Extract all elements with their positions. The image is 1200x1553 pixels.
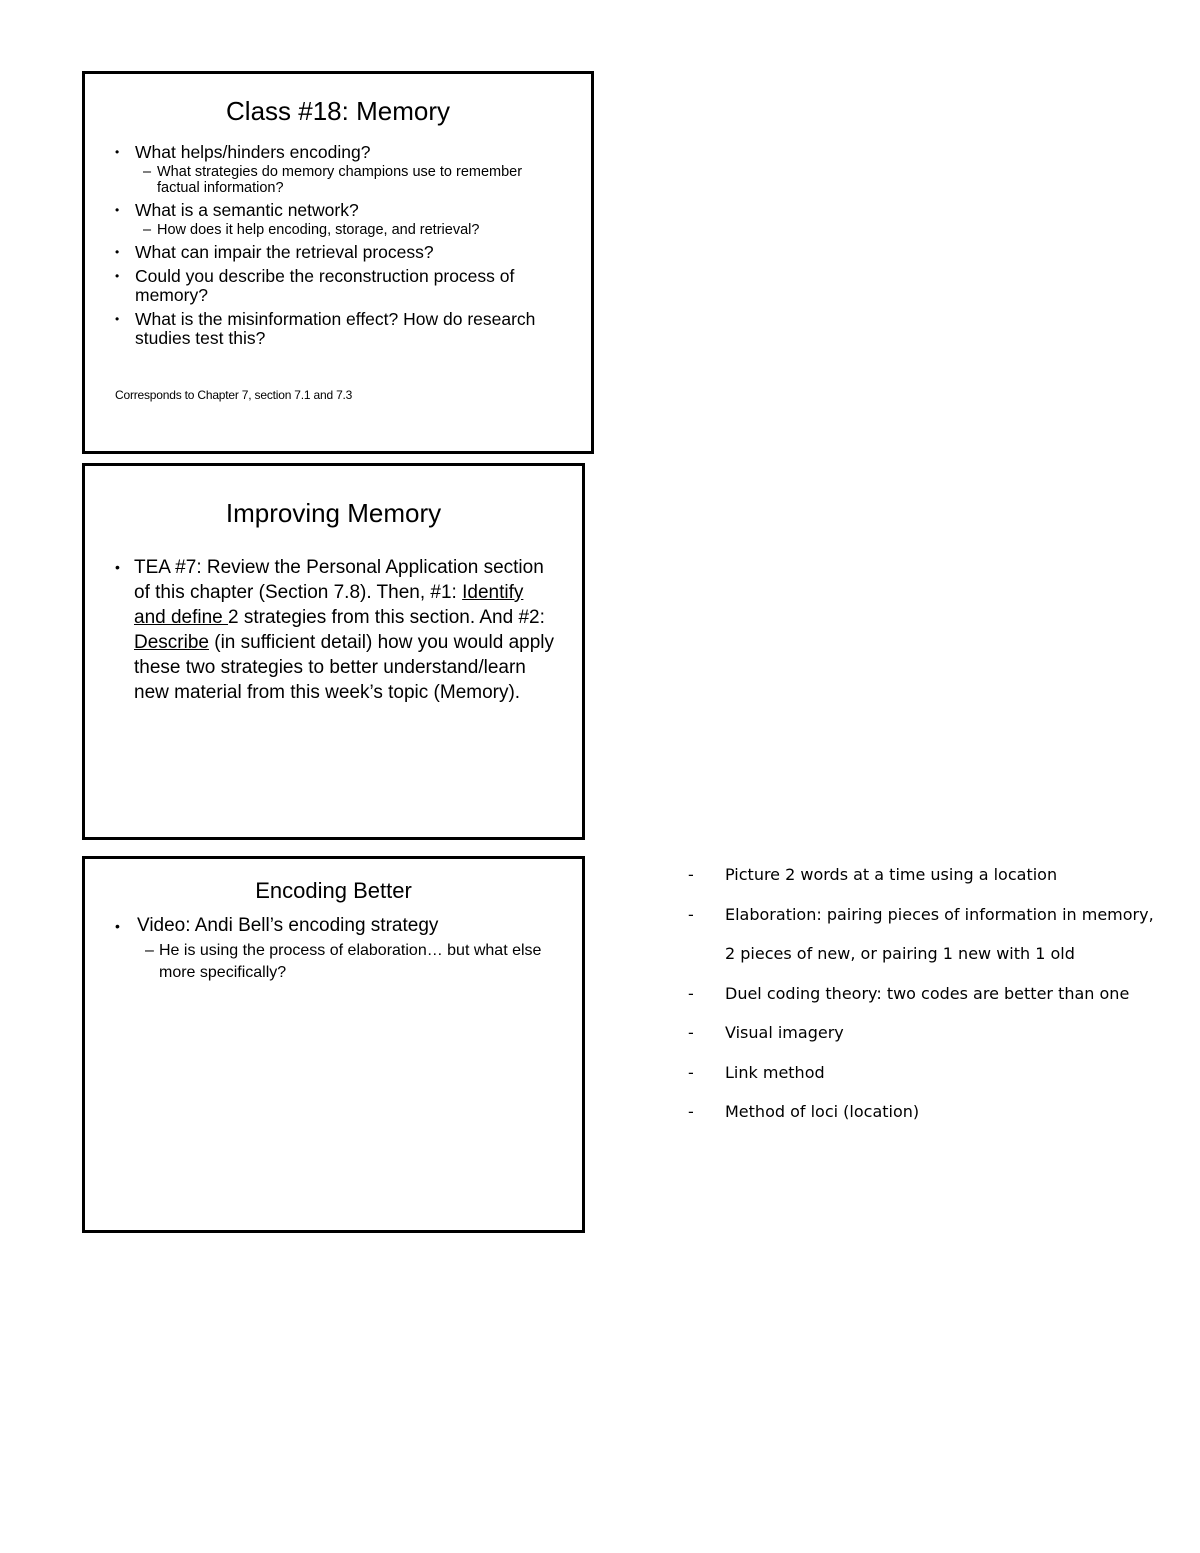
bullet-text-part: 2 strategies from this section. And #2: xyxy=(228,607,545,628)
note-text: Link method xyxy=(725,1062,825,1082)
sub-bullet-mark: – xyxy=(143,222,152,238)
bullet-text: What is the misinformation effect? How do research studies test this? xyxy=(135,309,536,348)
bullet-mark: • xyxy=(115,145,120,159)
sub-bullet-mark: – xyxy=(143,164,152,180)
bullet-mark: • xyxy=(115,269,120,283)
note-dash: - xyxy=(688,1102,694,1121)
bullet-item xyxy=(115,243,565,262)
note-text: Visual imagery xyxy=(725,1023,844,1042)
note-item xyxy=(688,895,1158,974)
note-item xyxy=(688,1092,1158,1132)
sub-bullet-list xyxy=(135,222,565,238)
note-dash: - xyxy=(688,865,694,884)
slide-title: Improving Memory xyxy=(225,498,442,528)
note-text: Duel coding theory: two codes are better than one xyxy=(725,983,1130,1003)
bullet-mark: • xyxy=(115,918,120,934)
slide-footnote: Corresponds to Chapter 7, section 7.1 and 7.3 xyxy=(115,388,353,402)
bullet-item xyxy=(115,310,565,348)
note-text: Method of loci (location) xyxy=(725,1102,920,1121)
note-dash: - xyxy=(688,904,694,924)
slide-title: Class #18: Memory xyxy=(226,96,450,126)
bullet-text-part: (in sufficient detail) how you would apply these two strategies to better understand/learn new material from this week’s topic (Memory). xyxy=(134,632,554,703)
bullet-list xyxy=(115,555,556,705)
bullet-text-part: TEA #7: Review the Personal Application section of this chapter (Section 7.8). Then, #1: xyxy=(134,557,544,603)
sub-bullet-text: What strategies do memory champions use to remember factual information? xyxy=(157,164,523,196)
bullet-mark: • xyxy=(115,312,120,326)
underlined-text: Identify and define xyxy=(134,582,524,628)
sub-bullet-text: How does it help encoding, storage, and retrieval? xyxy=(157,222,480,238)
sub-bullet-list xyxy=(137,940,556,984)
underlined-text: Describe xyxy=(134,632,209,653)
bullet-mark: • xyxy=(115,245,120,259)
bullet-item xyxy=(115,201,565,238)
bullet-list xyxy=(115,914,556,984)
slide-encoding-better xyxy=(82,856,585,1233)
note-text: Elaboration: pairing pieces of information in memory, 2 pieces of new, or pairing 1 new with 1 old xyxy=(725,904,1154,963)
sub-bullet-list xyxy=(135,164,565,196)
note-text: Picture 2 words at a time using a location xyxy=(725,865,1058,884)
bullet-item xyxy=(115,143,565,196)
slide-class-18-memory xyxy=(82,71,594,454)
bullet-item xyxy=(115,914,556,984)
bullet-item xyxy=(115,267,565,305)
bullet-mark: • xyxy=(115,559,120,575)
bullet-text: What helps/hinders encoding? xyxy=(135,142,371,162)
bullet-mark: • xyxy=(115,203,120,217)
bullet-text: What can impair the retrieval process? xyxy=(135,242,434,262)
sub-bullet-text: He is using the process of elaboration… but what else more specifically? xyxy=(159,942,542,981)
bullet-text: Could you describe the reconstruction process of memory? xyxy=(135,266,515,305)
sub-bullet-mark: – xyxy=(145,942,154,959)
bullet-item xyxy=(115,555,556,705)
sub-bullet-item xyxy=(137,940,556,984)
note-dash: - xyxy=(688,983,694,1003)
slide-improving-memory xyxy=(82,463,585,840)
bullet-text: Video: Andi Bell’s encoding strategy xyxy=(137,915,439,936)
note-item xyxy=(688,1053,1158,1093)
note-item xyxy=(688,1013,1158,1053)
note-item xyxy=(688,974,1158,1014)
sub-bullet-item xyxy=(135,222,565,238)
sub-bullet-item xyxy=(135,164,565,196)
bullet-text: What is a semantic network? xyxy=(135,200,359,220)
notes-list xyxy=(688,855,1158,1132)
note-item xyxy=(688,855,1158,895)
bullet-list xyxy=(115,143,565,348)
note-dash: - xyxy=(688,1023,694,1042)
slide-title: Encoding Better xyxy=(255,878,412,903)
note-dash: - xyxy=(688,1062,694,1082)
